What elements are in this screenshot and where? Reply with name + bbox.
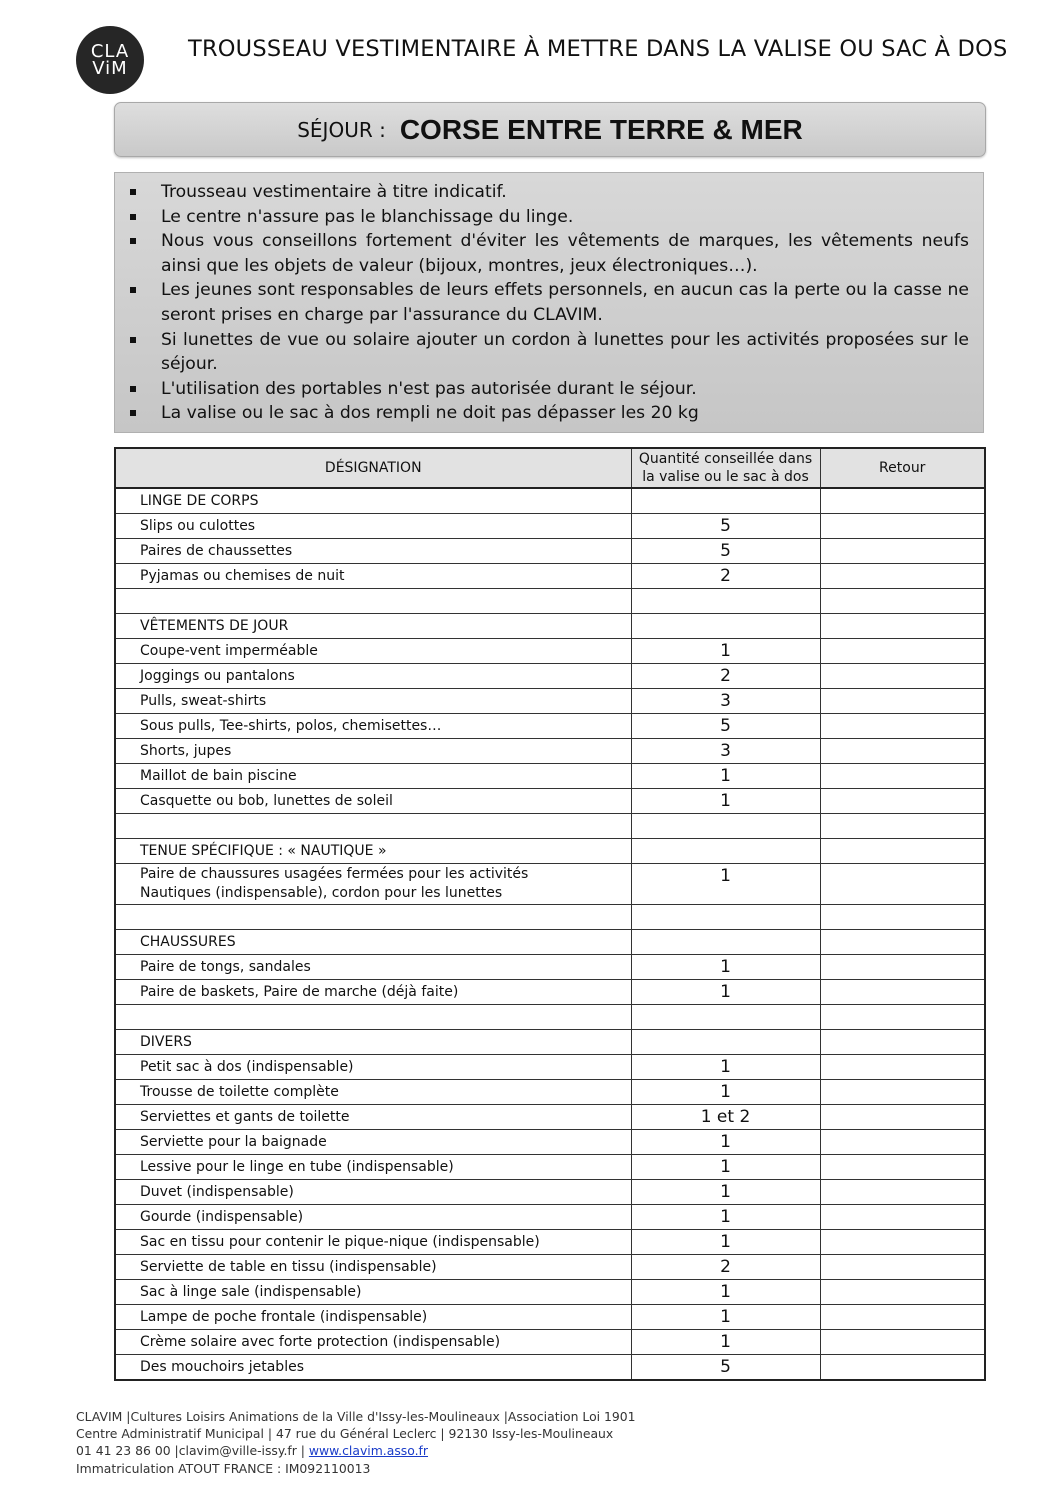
- sejour-name: CORSE ENTRE TERRE & MER: [399, 113, 803, 145]
- bullet-icon: [130, 410, 136, 416]
- designation-cell: [115, 1055, 631, 1080]
- designation-text: DIVERS: [140, 1034, 192, 1050]
- retour-cell: [820, 1080, 985, 1105]
- table-row: [115, 664, 985, 689]
- quantity-cell: 1: [631, 639, 820, 664]
- note-item: [161, 401, 969, 426]
- quantity-cell: 5: [631, 714, 820, 739]
- table-row: [115, 1080, 985, 1105]
- trousseau-table: [114, 447, 986, 1381]
- quantity-cell: 1: [631, 1305, 820, 1330]
- quantity-cell: 5: [631, 514, 820, 539]
- designation-cell: [115, 664, 631, 689]
- bullet-icon: [130, 214, 136, 220]
- designation-text: Coupe-vent imperméable: [140, 643, 318, 659]
- note-text: Trousseau vestimentaire à titre indicatif.: [161, 182, 507, 202]
- retour-cell: [820, 1330, 985, 1355]
- category-row: [115, 839, 985, 864]
- retour-cell: [820, 1030, 985, 1055]
- retour-cell: [820, 1105, 985, 1130]
- retour-cell: [820, 955, 985, 980]
- footer-contact: 01 41 23 86 00 |clavim@ville-issy.fr |: [76, 1443, 309, 1459]
- designation-cell: [115, 614, 631, 639]
- retour-cell: [820, 1055, 985, 1080]
- note-item: [161, 180, 969, 205]
- table-row: [115, 980, 985, 1005]
- quantity-cell: 1: [631, 1080, 820, 1105]
- retour-cell: [820, 689, 985, 714]
- designation-text: Shorts, jupes: [140, 743, 232, 759]
- table-row: [115, 1305, 985, 1330]
- designation-text: Pyjamas ou chemises de nuit: [140, 568, 345, 584]
- designation-cell: [115, 639, 631, 664]
- table-row: [115, 1230, 985, 1255]
- table-row: [115, 864, 985, 905]
- retour-cell: [820, 839, 985, 864]
- designation-text: Slips ou culottes: [140, 518, 256, 534]
- header-quantity-line-1: Quantité conseillée dans: [638, 451, 813, 467]
- designation-cell: [115, 814, 631, 839]
- logo-line-2: ViM: [92, 58, 128, 79]
- quantity-cell: 1 et 2: [631, 1105, 820, 1130]
- designation-cell: [115, 864, 631, 905]
- designation-cell: [115, 1280, 631, 1305]
- note-text: Le centre n'assure pas le blanchissage du linge.: [161, 206, 574, 227]
- retour-cell: [820, 564, 985, 589]
- designation-text: Maillot de bain piscine: [140, 768, 297, 784]
- designation-cell: [115, 1030, 631, 1055]
- quantity-cell: 1: [631, 1205, 820, 1230]
- retour-cell: [820, 1180, 985, 1205]
- category-row: [115, 930, 985, 955]
- retour-cell: [820, 1230, 985, 1255]
- designation-cell: [115, 1230, 631, 1255]
- designation-text: Paires de chaussettes: [140, 543, 293, 559]
- table-row: [115, 1180, 985, 1205]
- designation-text: Sac en tissu pour contenir le pique-nique (indispensable): [140, 1234, 540, 1250]
- designation-cell: [115, 1080, 631, 1105]
- designation-cell: [115, 1105, 631, 1130]
- table-row: [115, 564, 985, 589]
- designation-text: Joggings ou pantalons: [140, 668, 295, 684]
- spacer-row: [115, 589, 985, 614]
- quantity-cell: [631, 1005, 820, 1030]
- quantity-cell: 5: [631, 539, 820, 564]
- designation-cell: [115, 739, 631, 764]
- designation-cell: [115, 764, 631, 789]
- retour-cell: [820, 864, 985, 905]
- designation-cell: [115, 539, 631, 564]
- table-row: [115, 1105, 985, 1130]
- quantity-cell: 1: [631, 980, 820, 1005]
- table-row: [115, 1130, 985, 1155]
- table-row: [115, 539, 985, 564]
- table-row: [115, 1355, 985, 1381]
- designation-text: VÊTEMENTS DE JOUR: [140, 618, 289, 634]
- quantity-cell: 2: [631, 1255, 820, 1280]
- designation-cell: [115, 589, 631, 614]
- quantity-cell: 1: [631, 1155, 820, 1180]
- designation-cell: [115, 930, 631, 955]
- category-row: [115, 488, 985, 514]
- designation-text: Paire de tongs, sandales: [140, 959, 311, 975]
- quantity-cell: [631, 930, 820, 955]
- document-title: TROUSSEAU VESTIMENTAIRE À METTRE DANS LA VALISE OU SAC À DOS: [188, 36, 1008, 62]
- footer-line-1: CLAVIM |Cultures Loisirs Animations de la Ville d'Issy-les-Moulineaux |Association Loi 1901: [76, 1409, 636, 1424]
- designation-text: Des mouchoirs jetables: [140, 1359, 304, 1375]
- table-row: [115, 1330, 985, 1355]
- retour-cell: [820, 905, 985, 930]
- designation-cell: [115, 714, 631, 739]
- quantity-cell: [631, 1030, 820, 1055]
- designation-text: LINGE DE CORPS: [140, 493, 259, 509]
- bullet-icon: [130, 189, 136, 195]
- bullet-icon: [130, 238, 136, 244]
- retour-cell: [820, 714, 985, 739]
- table-row: [115, 789, 985, 814]
- designation-text: Serviette pour la baignade: [140, 1134, 327, 1150]
- quantity-cell: [631, 839, 820, 864]
- sejour-banner: [114, 102, 986, 157]
- spacer-row: [115, 814, 985, 839]
- quantity-cell: 2: [631, 664, 820, 689]
- designation-cell: [115, 1005, 631, 1030]
- quantity-cell: 5: [631, 1355, 820, 1381]
- table-row: [115, 714, 985, 739]
- note-item: [161, 229, 969, 278]
- notes-box: [114, 172, 984, 433]
- designation-cell: [115, 1180, 631, 1205]
- retour-cell: [820, 1205, 985, 1230]
- quantity-cell: [631, 614, 820, 639]
- table-row: [115, 1255, 985, 1280]
- sejour-label: SÉJOUR :: [297, 117, 386, 142]
- quantity-cell: 1: [631, 864, 820, 905]
- quantity-cell: 3: [631, 689, 820, 714]
- header-quantity-line-2: la valise ou le sac à dos: [642, 469, 809, 485]
- designation-cell: [115, 488, 631, 514]
- table-row: [115, 739, 985, 764]
- notes-list: [115, 173, 983, 426]
- quantity-cell: 1: [631, 764, 820, 789]
- retour-cell: [820, 1130, 985, 1155]
- designation-cell: [115, 1155, 631, 1180]
- designation-text: Serviette de table en tissu (indispensable): [140, 1259, 437, 1275]
- footer: [76, 1408, 636, 1477]
- spacer-row: [115, 905, 985, 930]
- designation-text: Sac à linge sale (indispensable): [140, 1284, 362, 1300]
- designation-text: Sous pulls, Tee-shirts, polos, chemisettes…: [140, 718, 442, 734]
- designation-text: Paire de chaussures usagées fermées pour les activités: [140, 866, 529, 882]
- designation-text: Gourde (indispensable): [140, 1209, 304, 1225]
- quantity-cell: 1: [631, 1055, 820, 1080]
- designation-cell: [115, 839, 631, 864]
- quantity-cell: 1: [631, 1130, 820, 1155]
- note-text: L'utilisation des portables n'est pas autorisée durant le séjour.: [161, 378, 697, 399]
- table-body: [115, 488, 985, 1380]
- table-row: [115, 1055, 985, 1080]
- designation-cell: [115, 955, 631, 980]
- designation-cell: [115, 905, 631, 930]
- quantity-cell: [631, 589, 820, 614]
- retour-cell: [820, 980, 985, 1005]
- note-item: [161, 278, 969, 327]
- designation-text: Duvet (indispensable): [140, 1184, 294, 1200]
- designation-text: Casquette ou bob, lunettes de soleil: [140, 793, 393, 809]
- table-header-row: [115, 448, 985, 488]
- retour-cell: [820, 814, 985, 839]
- logo-line-1: CLA: [90, 41, 130, 62]
- quantity-cell: [631, 814, 820, 839]
- quantity-cell: 1: [631, 1230, 820, 1255]
- table-row: [115, 1280, 985, 1305]
- table-row: [115, 1205, 985, 1230]
- designation-text: Lampe de poche frontale (indispensable): [140, 1309, 428, 1325]
- retour-cell: [820, 664, 985, 689]
- retour-cell: [820, 764, 985, 789]
- designation-cell: [115, 514, 631, 539]
- designation-text: Crème solaire avec forte protection (indispensable): [140, 1334, 501, 1350]
- quantity-cell: 2: [631, 564, 820, 589]
- header-quantity: [631, 448, 820, 488]
- designation-cell: [115, 1255, 631, 1280]
- bullet-icon: [130, 287, 136, 293]
- clavim-logo: [76, 26, 144, 94]
- note-item: [161, 377, 969, 402]
- retour-cell: [820, 639, 985, 664]
- website-link[interactable]: www.clavim.asso.fr: [308, 1443, 429, 1459]
- quantity-cell: 1: [631, 955, 820, 980]
- designation-text: Pulls, sweat-shirts: [140, 693, 267, 709]
- designation-cell: [115, 1205, 631, 1230]
- retour-cell: [820, 1005, 985, 1030]
- retour-cell: [820, 589, 985, 614]
- table-row: [115, 1155, 985, 1180]
- retour-cell: [820, 739, 985, 764]
- retour-cell: [820, 1355, 985, 1381]
- note-text: Nous vous conseillons fortement d'éviter les vêtements de marques, les vêtements neufs ainsi que les objets de valeur (bijoux, montres, jeux électroniques…).: [161, 231, 969, 276]
- quantity-cell: [631, 905, 820, 930]
- spacer-row: [115, 1005, 985, 1030]
- bullet-icon: [130, 337, 136, 343]
- table-row: [115, 689, 985, 714]
- designation-cell: [115, 789, 631, 814]
- quantity-cell: 1: [631, 1330, 820, 1355]
- note-text: Les jeunes sont responsables de leurs effets personnels, en aucun cas la perte ou la casse ne seront prises en charge par l'assurance du CLAVIM.: [161, 280, 969, 325]
- designation-cell: [115, 1130, 631, 1155]
- retour-cell: [820, 514, 985, 539]
- designation-cell: [115, 1305, 631, 1330]
- designation-text: CHAUSSURES: [140, 934, 236, 950]
- bullet-icon: [130, 386, 136, 392]
- header-designation: DÉSIGNATION: [115, 448, 631, 488]
- footer-line-2: Centre Administratif Municipal | 47 rue du Général Leclerc | 92130 Issy-les-Moulineaux: [76, 1426, 614, 1442]
- footer-line-4: Immatriculation ATOUT FRANCE : IM092110013: [76, 1460, 371, 1476]
- retour-cell: [820, 539, 985, 564]
- note-text: Si lunettes de vue ou solaire ajouter un cordon à lunettes pour les activités proposées sur le séjour.: [161, 329, 969, 375]
- note-text: La valise ou le sac à dos rempli ne doit pas dépasser les 20 kg: [161, 403, 699, 424]
- quantity-cell: 1: [631, 789, 820, 814]
- retour-cell: [820, 1305, 985, 1330]
- designation-text-line-2: Nautiques (indispensable), cordon pour les lunettes: [140, 885, 503, 901]
- retour-cell: [820, 488, 985, 514]
- note-item: [161, 328, 969, 377]
- category-row: [115, 1030, 985, 1055]
- designation-cell: [115, 564, 631, 589]
- header-retour: Retour: [820, 448, 985, 488]
- quantity-cell: 3: [631, 739, 820, 764]
- designation-text: Paire de baskets, Paire de marche (déjà faite): [140, 984, 459, 1000]
- designation-cell: [115, 689, 631, 714]
- table-row: [115, 764, 985, 789]
- retour-cell: [820, 614, 985, 639]
- table-row: [115, 955, 985, 980]
- retour-cell: [820, 1155, 985, 1180]
- designation-cell: [115, 1355, 631, 1381]
- retour-cell: [820, 930, 985, 955]
- designation-cell: [115, 980, 631, 1005]
- table-row: [115, 514, 985, 539]
- quantity-cell: 1: [631, 1180, 820, 1205]
- designation-text: Trousse de toilette complète: [140, 1084, 339, 1100]
- designation-text: Lessive pour le linge en tube (indispensable): [140, 1159, 454, 1175]
- designation-text: TENUE SPÉCIFIQUE : « NAUTIQUE »: [140, 843, 387, 859]
- table-row: [115, 639, 985, 664]
- retour-cell: [820, 1280, 985, 1305]
- retour-cell: [820, 789, 985, 814]
- designation-text: Serviettes et gants de toilette: [140, 1109, 350, 1125]
- footer-line-3: [76, 1442, 636, 1459]
- quantity-cell: 1: [631, 1280, 820, 1305]
- note-item: [161, 205, 969, 230]
- designation-text: Petit sac à dos (indispensable): [140, 1059, 354, 1075]
- category-row: [115, 614, 985, 639]
- retour-cell: [820, 1255, 985, 1280]
- quantity-cell: [631, 488, 820, 514]
- designation-cell: [115, 1330, 631, 1355]
